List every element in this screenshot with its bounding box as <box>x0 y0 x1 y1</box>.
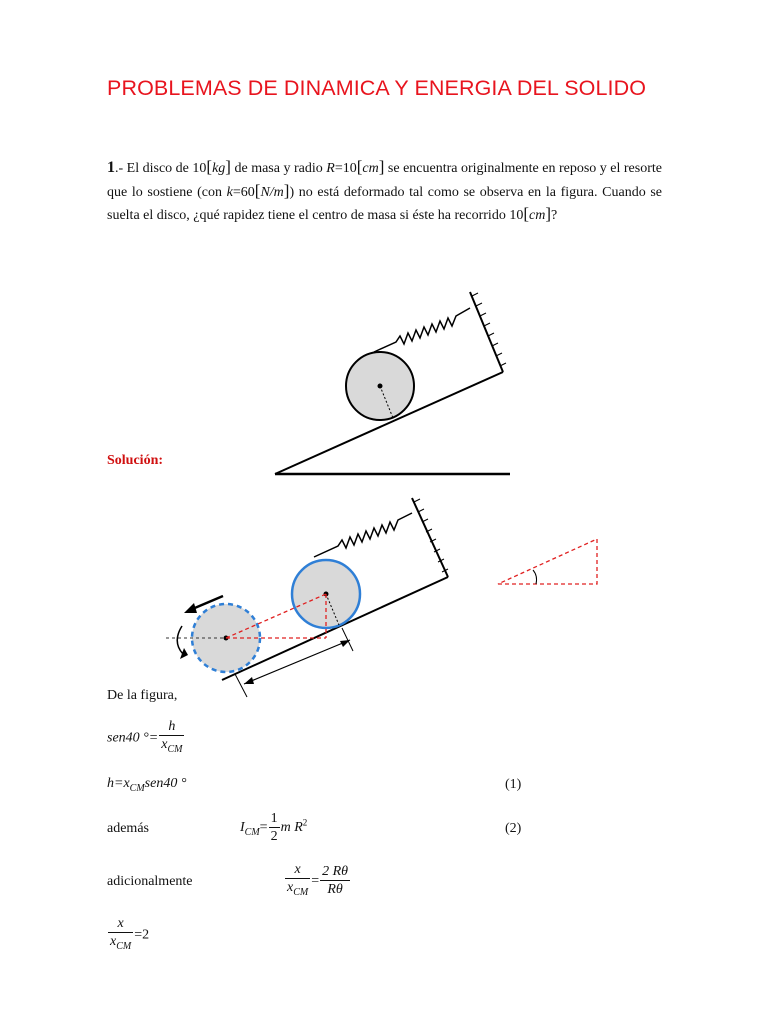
motion-arrowhead <box>184 603 197 613</box>
radius-unit: cm <box>362 161 379 176</box>
eq2-num: 1 <box>270 811 278 826</box>
eq4-den: x <box>110 934 117 949</box>
eq2-lhs-sub: CM <box>244 827 260 839</box>
angle-triangle-shape <box>498 539 597 584</box>
eq-sine-den-sub: CM <box>167 743 183 755</box>
problem-number: 1 <box>107 159 115 176</box>
figure-solution <box>166 498 448 697</box>
mass-value: 10 <box>192 161 207 176</box>
eq3-equals: = <box>311 873 320 889</box>
eq3-rden: Rθ <box>327 882 343 898</box>
eq2-exp: 2 <box>302 817 308 828</box>
eq2-word: además <box>107 821 149 836</box>
eq-sine-den: x <box>161 737 168 752</box>
wall-hatching-2 <box>414 499 448 572</box>
wall <box>470 292 503 372</box>
radius-variable: R <box>326 161 335 176</box>
solution-label: Solución: <box>107 453 164 468</box>
angle-arc <box>533 570 537 584</box>
problem-text: ? <box>551 208 558 223</box>
rotation-arrow <box>177 626 183 654</box>
dimension-arrow-right <box>340 640 350 647</box>
dimension-tick-left <box>235 674 247 697</box>
figure-initial-setup <box>275 292 510 474</box>
eq1-lhs: h=x <box>107 776 130 791</box>
equation-3 <box>284 862 351 901</box>
equation-2-label: (2) <box>505 821 522 836</box>
equation-1 <box>107 776 186 794</box>
mass-unit: kg <box>212 161 226 176</box>
distance-value: 10 <box>509 208 524 223</box>
eq1-sub: CM <box>129 782 145 794</box>
angle-triangle <box>498 539 597 584</box>
eq4-den-sub: CM <box>116 940 132 952</box>
eq3-rnum: 2 Rθ <box>322 864 349 880</box>
eq2-den: 2 <box>270 829 278 844</box>
eq4-rhs: =2 <box>134 927 150 943</box>
eq3-word: adicionalmente <box>107 874 193 889</box>
dimension-tick-right <box>342 628 353 651</box>
eq2-rest: m R <box>280 820 303 836</box>
eq3-den-sub: CM <box>293 886 309 898</box>
radius-value: =10 <box>334 161 357 176</box>
distance-unit: cm <box>529 208 546 223</box>
spring-constant-unit: N/m <box>260 184 284 200</box>
problem-text: ) no está deformado tal como se observa en la figura. Cuando se suelta el disco, ¿qué rapidez tiene el centro de masa si éste ha recorrido <box>107 184 662 223</box>
spring-constant-value: =60 <box>232 184 255 200</box>
eq4-num: x <box>108 916 133 933</box>
problem-statement: 1.- El disco de 10[kg] de masa y radio R=10[cm] se encuentra originalmente en reposo y el resorte que lo sostiene (con k=60[N/m]) no está deformado tal como se observa en la figura. Cuando se suelta el disco, ¿qué rapidez tiene el centro de masa si éste ha recorrido 10[cm]? <box>107 157 662 223</box>
eq1-rest: sen40 ° <box>144 776 187 791</box>
eq3-den: x <box>287 880 294 895</box>
from-figure-text: De la figura, <box>107 688 178 703</box>
rotation-arrowhead <box>180 648 188 659</box>
equation-1-label: (1) <box>505 777 522 792</box>
problem-separator: .- <box>115 161 127 176</box>
problem-text: de masa y radio <box>230 161 327 176</box>
equation-sine <box>107 719 185 758</box>
eq2-equals: = <box>259 820 268 836</box>
wall-2 <box>412 498 448 577</box>
equation-4 <box>107 916 149 955</box>
spring-constant-variable: k <box>226 184 233 200</box>
document-title: PROBLEMAS DE DINAMICA Y ENERGIA DEL SOLIDO <box>107 76 647 100</box>
eq-sine-lhs: sen40 °= <box>107 730 159 746</box>
spring <box>374 308 470 352</box>
eq3-num: x <box>285 862 310 879</box>
equation-2 <box>240 811 307 845</box>
wall-hatching <box>472 293 506 366</box>
problem-text: se encuentra originalmente en reposo y el resorte que lo sostiene (con <box>107 161 662 200</box>
eq2-lhs: I <box>240 820 245 836</box>
dimension-arrow-left <box>244 677 254 684</box>
problem-text: El disco de <box>126 161 193 176</box>
eq-sine-num: h <box>159 719 184 736</box>
spring-2 <box>314 513 412 557</box>
